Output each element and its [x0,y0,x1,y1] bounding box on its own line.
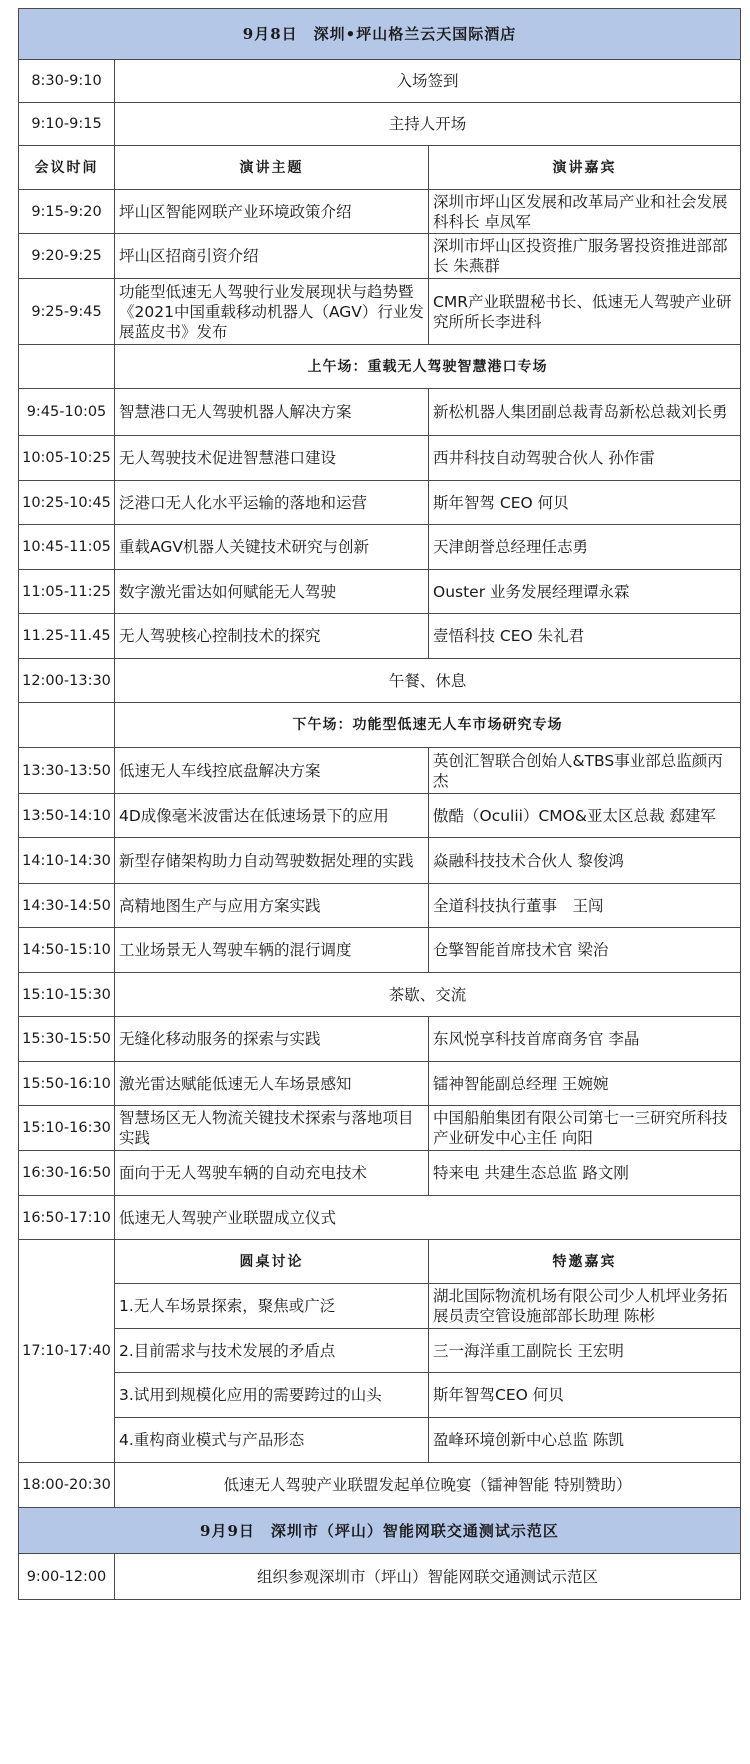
time-cell: 10:45-11:05 [19,525,115,570]
topic-cell: 智慧场区无人物流关键技术探索与落地项目实践 [115,1106,429,1151]
roundtable-guest-cell: 三一海洋重工副院长 王宏明 [429,1329,741,1373]
agenda-row [19,659,741,703]
speaker-cell: Ouster 业务发展经理谭永霖 [429,570,741,614]
time-cell: 10:25-10:45 [19,481,115,525]
dinner-cell: 低速无人驾驶产业联盟发起单位晚宴（镭神智能 特别赞助） [115,1463,741,1508]
header-time: 会议时间 [19,146,115,190]
header-speaker: 演讲嘉宾 [429,146,741,190]
roundtable-topic-cell: 3.试用到规模化应用的需要跨过的山头 [115,1373,429,1418]
time-cell: 16:50-17:10 [19,1196,115,1240]
speaker-cell: 天津朗誉总经理任志勇 [429,525,741,570]
agenda-row [19,1196,741,1240]
agenda-row [19,389,741,436]
lunch-cell: 午餐、休息 [115,659,741,703]
time-cell: 13:30-13:50 [19,748,115,794]
event-cell: 入场签到 [115,60,741,103]
speaker-cell: CMR产业联盟秘书长、低速无人驾驶产业研究所所长李进科 [429,279,741,345]
day1-banner-row [19,9,741,60]
roundtable-row [19,1284,741,1329]
roundtable-topic-header: 圆桌讨论 [115,1240,429,1284]
topic-cell: 智慧港口无人驾驶机器人解决方案 [115,389,429,436]
agenda-row [19,838,741,884]
time-cell: 9:15-9:20 [19,190,115,234]
time-cell: 14:10-14:30 [19,838,115,884]
agenda-row [19,794,741,838]
agenda-row [19,60,741,103]
empty-time-cell [19,703,115,748]
agenda-row [19,103,741,146]
roundtable-guest-header: 特邀嘉宾 [429,1240,741,1284]
speaker-cell: 傲酷（Oculii）CMO&亚太区总裁 郄建军 [429,794,741,838]
agenda-row [19,570,741,614]
roundtable-time-cell: 17:10-17:40 [19,1240,115,1463]
time-cell: 14:30-14:50 [19,884,115,928]
speaker-cell: 新松机器人集团副总裁青岛新松总裁刘长勇 [429,389,741,436]
time-cell: 8:30-9:10 [19,60,115,103]
agenda-row [19,748,741,794]
time-cell: 15:10-16:30 [19,1106,115,1151]
agenda-row [19,928,741,973]
speaker-cell: 英创汇智联合创始人&TBS事业部总监颜丙杰 [429,748,741,794]
day1-title: 9月8日 深圳•坪山格兰云天国际酒店 [19,9,741,60]
agenda-row [19,614,741,659]
time-cell: 13:50-14:10 [19,794,115,838]
speaker-cell: 西井科技自动驾驶合伙人 孙作雷 [429,436,741,481]
agenda-row [19,525,741,570]
agenda-row [19,1062,741,1106]
roundtable-row [19,1373,741,1418]
ceremony-cell: 低速无人驾驶产业联盟成立仪式 [115,1196,741,1240]
roundtable-guest-cell: 湖北国际物流机场有限公司少人机坪业务拓展员责空管设施部部长助理 陈彬 [429,1284,741,1329]
topic-cell: 重载AGV机器人关键技术研究与创新 [115,525,429,570]
topic-cell: 面向于无人驾驶车辆的自动充电技术 [115,1151,429,1196]
roundtable-row [19,1418,741,1463]
time-cell: 18:00-20:30 [19,1463,115,1508]
topic-cell: 高精地图生产与应用方案实践 [115,884,429,928]
speaker-cell: 深圳市坪山区发展和改革局产业和社会发展科科长 卓凤军 [429,190,741,234]
column-header-row [19,146,741,190]
speaker-cell: 壹悟科技 CEO 朱礼君 [429,614,741,659]
topic-cell: 功能型低速无人驾驶行业发展现状与趋势暨《2021中国重载移动机器人（AGV）行业发展蓝皮书》发布 [115,279,429,345]
time-cell: 9:25-9:45 [19,279,115,345]
day2-title: 9月9日 深圳市（坪山）智能网联交通测试示范区 [19,1508,741,1554]
time-cell: 9:45-10:05 [19,389,115,436]
time-cell: 15:10-15:30 [19,973,115,1017]
time-cell: 15:50-16:10 [19,1062,115,1106]
time-cell: 9:00-12:00 [19,1554,115,1600]
roundtable-topic-cell: 2.目前需求与技术发展的矛盾点 [115,1329,429,1373]
agenda-row [19,234,741,279]
speaker-cell: 全道科技执行董事 王闯 [429,884,741,928]
agenda-row [19,973,741,1017]
roundtable-header-row [19,1240,741,1284]
time-cell: 14:50-15:10 [19,928,115,973]
speaker-cell: 深圳市坪山区投资推广服务署投资推进部部长 朱燕群 [429,234,741,279]
agenda-row [19,481,741,525]
agenda-table [18,8,741,1600]
topic-cell: 泛港口无人化水平运输的落地和运营 [115,481,429,525]
session-row [19,345,741,389]
topic-cell: 4D成像毫米波雷达在低速场景下的应用 [115,794,429,838]
topic-cell: 无人驾驶技术促进智慧港口建设 [115,436,429,481]
speaker-cell: 焱融科技技术合伙人 黎俊鸿 [429,838,741,884]
empty-time-cell [19,345,115,389]
agenda-row [19,1151,741,1196]
topic-cell: 数字激光雷达如何赋能无人驾驶 [115,570,429,614]
agenda-row [19,1017,741,1062]
topic-cell: 新型存储架构助力自动驾驶数据处理的实践 [115,838,429,884]
topic-cell: 无缝化移动服务的探索与实践 [115,1017,429,1062]
time-cell: 12:00-13:30 [19,659,115,703]
agenda-row [19,190,741,234]
topic-cell: 低速无人车线控底盘解决方案 [115,748,429,794]
morning-session-title: 上午场：重载无人驾驶智慧港口专场 [115,345,741,389]
time-cell: 9:10-9:15 [19,103,115,146]
agenda-row [19,1106,741,1151]
roundtable-guest-cell: 盈峰环境创新中心总监 陈凯 [429,1418,741,1463]
agenda-row [19,1463,741,1508]
agenda-row [19,279,741,345]
topic-cell: 工业场景无人驾驶车辆的混行调度 [115,928,429,973]
time-cell: 9:20-9:25 [19,234,115,279]
header-topic: 演讲主题 [115,146,429,190]
agenda-sheet [18,8,740,1600]
speaker-cell: 仓擎智能首席技术官 梁治 [429,928,741,973]
agenda-row [19,884,741,928]
topic-cell: 无人驾驶核心控制技术的探究 [115,614,429,659]
roundtable-row [19,1329,741,1373]
topic-cell: 坪山区招商引资介绍 [115,234,429,279]
time-cell: 10:05-10:25 [19,436,115,481]
agenda-row [19,436,741,481]
day2-banner-row [19,1508,741,1554]
topic-cell: 坪山区智能网联产业环境政策介绍 [115,190,429,234]
speaker-cell: 特来电 共建生态总监 路文刚 [429,1151,741,1196]
event-cell: 主持人开场 [115,103,741,146]
time-cell: 11:05-11:25 [19,570,115,614]
speaker-cell: 镭神智能副总经理 王婉婉 [429,1062,741,1106]
session-row [19,703,741,748]
speaker-cell: 斯年智驾 CEO 何贝 [429,481,741,525]
tea-break-cell: 茶歇、交流 [115,973,741,1017]
afternoon-session-title: 下午场：功能型低速无人车市场研究专场 [115,703,741,748]
visit-cell: 组织参观深圳市（坪山）智能网联交通测试示范区 [115,1554,741,1600]
time-cell: 11.25-11.45 [19,614,115,659]
speaker-cell: 东风悦享科技首席商务官 李晶 [429,1017,741,1062]
roundtable-guest-cell: 斯年智驾CEO 何贝 [429,1373,741,1418]
time-cell: 15:30-15:50 [19,1017,115,1062]
roundtable-topic-cell: 4.重构商业模式与产品形态 [115,1418,429,1463]
agenda-row [19,1554,741,1600]
topic-cell: 激光雷达赋能低速无人车场景感知 [115,1062,429,1106]
speaker-cell: 中国船舶集团有限公司第七一三研究所科技产业研发中心主任 向阳 [429,1106,741,1151]
time-cell: 16:30-16:50 [19,1151,115,1196]
roundtable-topic-cell: 1.无人车场景探索，聚焦或广泛 [115,1284,429,1329]
